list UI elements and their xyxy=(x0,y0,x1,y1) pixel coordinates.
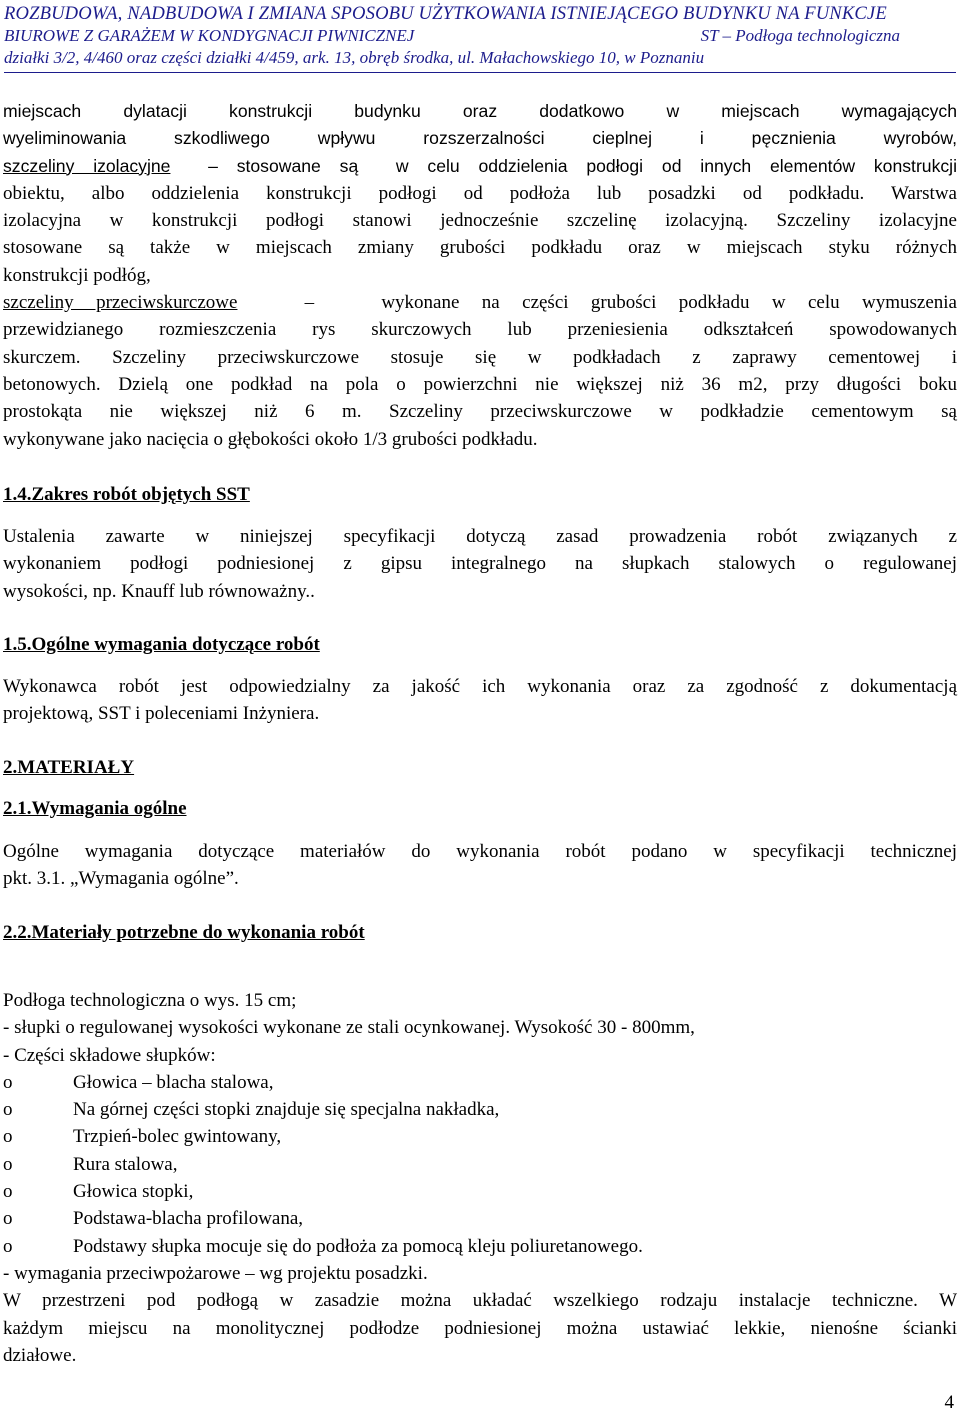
paragraph-line: wysokości, np. Knauff lub równoważny.. xyxy=(3,580,315,602)
bullet-marker: o xyxy=(3,1099,13,1121)
intro-paragraph xyxy=(3,98,957,453)
section-heading-1-5: 1.5.Ogólne wymagania dotyczące robót xyxy=(3,634,320,655)
list-item: o Głowica – blacha stalowa, xyxy=(3,1069,957,1096)
section-2-1-paragraph xyxy=(3,838,957,893)
intro-line: konstrukcji podłóg, xyxy=(3,264,151,286)
bullet-marker: o xyxy=(3,1153,13,1175)
section-heading-2-1: 2.1.Wymagania ogólne xyxy=(3,798,187,819)
paragraph-line: Ogólne wymagania dotyczące materiałów do wykonania robót podano w specyfikacji technicznej xyxy=(3,841,957,862)
list-item: o Podstawa-blacha profilowana, xyxy=(3,1205,957,1232)
paragraph-line: Ustalenia zawarte w niniejszej specyfikacji dotyczą zasad prowadzenia robót związanych z xyxy=(3,526,957,547)
header-line-2-right: ST – Podłoga technologiczna xyxy=(700,26,900,45)
bullet-marker: o xyxy=(3,1235,13,1257)
bullet-marker: o xyxy=(3,1181,13,1203)
paragraph-line: - słupki o regulowanej wysokości wykonane ze stali ocynkowanej. Wysokość 30 - 800mm, xyxy=(3,1017,695,1039)
list-item: o Rura stalowa, xyxy=(3,1151,957,1178)
list-item: o Na górnej części stopki znajduje się specjalna nakładka, xyxy=(3,1096,957,1123)
intro-line: prostokąta nie większej niż 6 m. Szczeliny przeciwskurczowe w podkładzie cementowym są xyxy=(3,401,957,423)
paragraph-line: pkt. 3.1. „Wymagania ogólne”. xyxy=(3,868,239,890)
header-line-1: ROZBUDOWA, NADBUDOWA I ZMIANA SPOSOBU UŻYTKOWANIA ISTNIEJĄCEGO BUDYNKU NA FUNKCJE xyxy=(4,3,887,24)
paragraph-line: Wykonawca robót jest odpowiedzialny za jakość ich wykonania oraz za zgodność z dokumentacją xyxy=(3,676,957,697)
bullet-marker: o xyxy=(3,1126,13,1148)
term-szczeliny-przeciwskurczowe: szczeliny przeciwskurczowe xyxy=(3,292,238,314)
bullet-marker: o xyxy=(3,1208,13,1230)
section-1-5-paragraph xyxy=(3,673,957,728)
section-1-4-paragraph xyxy=(3,523,957,605)
intro-line: izolacyjna w konstrukcji podłogi stanowi jednocześnie szczelinę izolacyjną. Szczeliny izolacyjne xyxy=(3,210,957,232)
paragraph-line: wykonaniem podłogi podniesionej z gipsu integralnego na słupkach stalowych o regulowanej xyxy=(3,553,957,575)
intro-line: stosowane są także w miejscach zmiany grubości podkładu oraz w miejscach styku różnych xyxy=(3,237,957,259)
intro-line: skurczem. Szczeliny przeciwskurczowe stosuje się w podkładach z zaprawy cementowej i xyxy=(3,346,957,368)
bullet-marker: o xyxy=(3,1071,13,1093)
header-line-3: działki 3/2, 4/460 oraz części działki 4/459, ark. 13, obręb środka, ul. Małachowskiego 10, w Poznaniu xyxy=(4,48,956,73)
paragraph-line: projektową, SST i poleceniami Inżyniera. xyxy=(3,703,320,725)
paragraph-line: działowe. xyxy=(3,1344,77,1366)
paragraph-line: W przestrzeni pod podłogą w zasadzie można układać wszelkiego rodzaju instalacje techniczne. W xyxy=(3,1290,957,1312)
section-heading-1-4: 1.4.Zakres robót objętych SST xyxy=(3,484,250,505)
section-heading-2: 2.MATERIAŁY xyxy=(3,757,135,778)
intro-line: wyeliminowania szkodliwego wpływu rozszerzalności cieplnej i pęcznienia wyrobów, xyxy=(3,128,957,149)
paragraph-line: każdym miejscu na monolitycznej podłodze podniesionej można ustawiać lekkie, nienośne ścianki xyxy=(3,1317,957,1339)
intro-line: betonowych. Dzielą one podkład na pola o powierzchni nie większej niż 36 m2, przy długości boku xyxy=(3,373,957,395)
list-item: o Podstawy słupka mocuje się do podłoża za pomocą kleju poliuretanowego. xyxy=(3,1233,957,1260)
header-line-2 xyxy=(4,26,956,48)
term-szczeliny-izolacyjne: szczeliny izolacyjne xyxy=(3,155,171,176)
intro-line: obiektu, albo oddzielenia konstrukcji podłogi od podłoża lub posadzki od podkładu. Warstwa xyxy=(3,182,957,204)
intro-line: szczeliny przeciwskurczowe – wykonane na części grubości podkładu w celu wymuszenia xyxy=(3,292,957,314)
page-number: 4 xyxy=(944,1392,954,1413)
intro-line: wykonywane jako nacięcia o głębokości około 1/3 grubości podkładu. xyxy=(3,428,538,450)
paragraph-line: - Części składowe słupków: xyxy=(3,1044,216,1066)
paragraph-line: - wymagania przeciwpożarowe – wg projektu posadzki. xyxy=(3,1262,428,1284)
section-heading-2-2: 2.2.Materiały potrzebne do wykonania robót xyxy=(3,922,365,943)
intro-line: przewidzianego rozmieszczenia rys skurczowych lub przeniesienia odkształceń spowodowanych xyxy=(3,319,957,341)
list-item: o Głowica stopki, xyxy=(3,1178,957,1205)
paragraph-line: Podłoga technologiczna o wys. 15 cm; xyxy=(3,990,297,1011)
header-line-2-left: BIUROWE Z GARAŻEM W KONDYGNACJI PIWNICZNEJ xyxy=(4,26,415,45)
intro-line: szczeliny izolacyjne – stosowane są w celu oddzielenia podłogi od innych elementów konstrukcji xyxy=(3,155,957,176)
section-2-2-content xyxy=(3,987,957,1369)
intro-line: miejscach dylatacji konstrukcji budynku oraz dodatkowo w miejscach wymagających xyxy=(3,101,957,121)
list-item: o Trzpień-bolec gwintowany, xyxy=(3,1123,957,1150)
